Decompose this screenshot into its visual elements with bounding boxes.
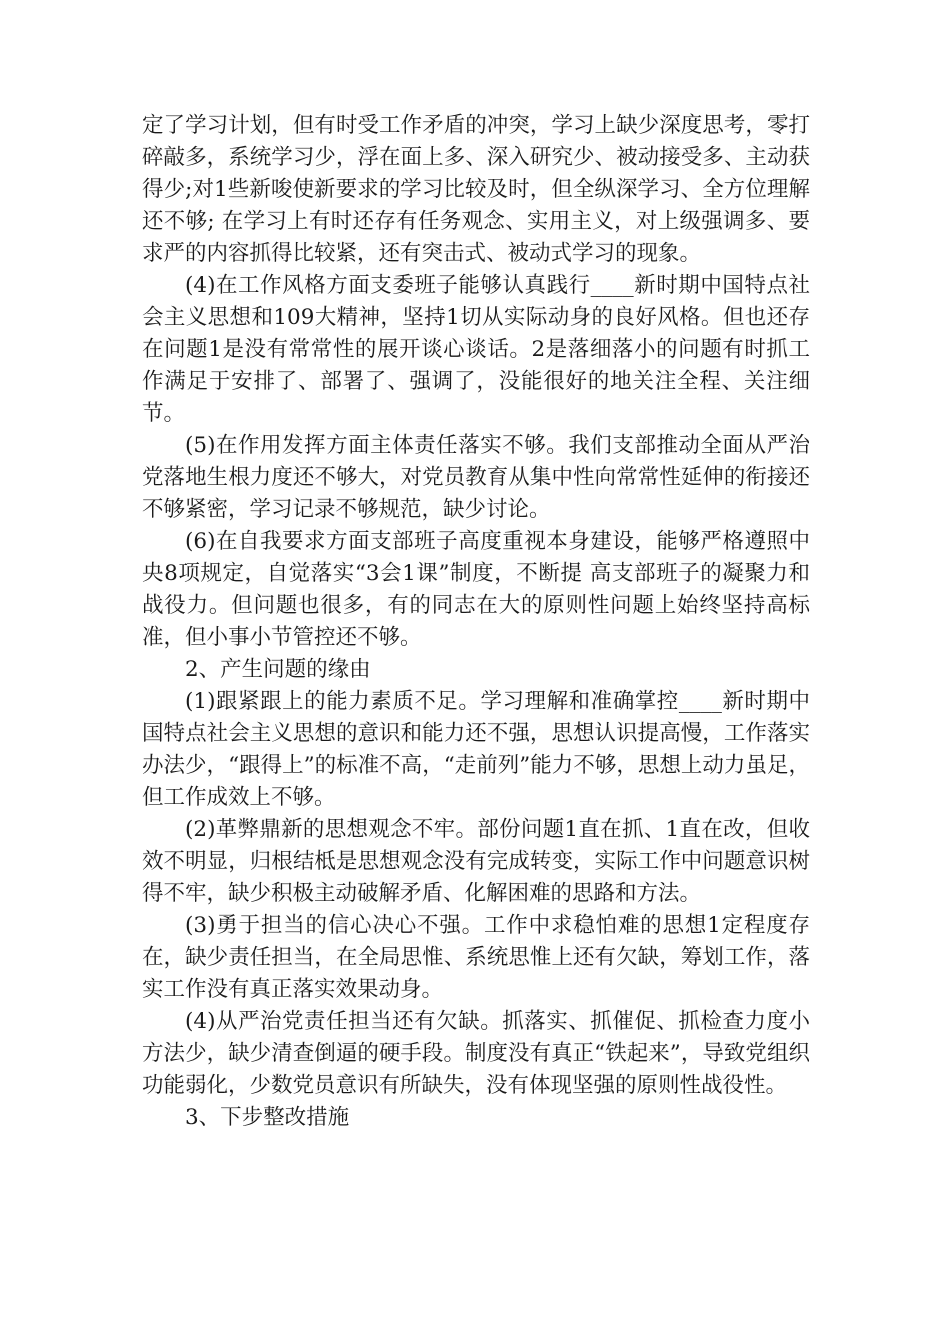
section-heading-measures: 3、下步整改措施: [185, 1105, 350, 1130]
paragraph-cause-2: (2)革弊鼎新的思想观念不牢。部份问题1直在抓、1直在改，但收效不明显，归根结柢是思想观念没有完成转变，实际工作中问题意识树得不牢，缺少积极主动破解矛盾、化解困难的思路和方法。: [142, 817, 810, 906]
document-page: [142, 110, 810, 1134]
paragraph-cause-1: (1)跟紧跟上的能力素质不足。学习理解和准确掌控____新时期中国特点社会主义思想的意识和能力还不强，思想认识提高慢，工作落实办法少，“跟得上”的标准不高，“走前列”能力不够，思想上动力虽足，但工作成效上不够。: [142, 689, 810, 810]
paragraph-role-function: (5)在作用发挥方面主体责任落实不够。我们支部推动全面从严治党落地生根力度还不够大，对党员教育从集中性向常常性延伸的衔接还不够紧密，学习记录不够规范，缺少讨论。: [142, 433, 810, 522]
section-heading-causes: 2、产生问题的缘由: [185, 657, 371, 682]
paragraph-work-style: (4)在工作风格方面支委班子能够认真践行____新时期中国特点社会主义思想和109大精神，坚持1切从实际动身的良好风格。但也还存在问题1是没有常常性的展开谈心谈话。2是落细落小的问题有时抓工作满足于安排了、部署了、强调了，没能很好的地关注全程、关注细节。: [142, 273, 810, 426]
paragraph-cause-4: (4)从严治党责任担当还有欠缺。抓落实、抓催促、抓检查力度小方法少，缺少清查倒逼的硬手段。制度没有真正“铁起来”，导致党组织功能弱化，少数党员意识有所缺失，没有体现坚强的原则性战役性。: [142, 1009, 810, 1098]
paragraph-self-requirement: (6)在自我要求方面支部班子高度重视本身建设，能够严格遵照中央8项规定，自觉落实“3会1课”制度，不断提 高支部班子的凝聚力和战役力。但问题也很多，有的同志在大的原则性问题上始终坚持高标准，但小事小节管控还不够。: [142, 529, 810, 650]
paragraph-study-continuation: 定了学习计划，但有时受工作矛盾的冲突，学习上缺少深度思考，零打碎敲多，系统学习少，浮在面上多、深入研究少、被动接受多、主动获得少;对1些新唆使新要求的学习比较及时，但全纵深学习、全方位理解还不够; 在学习上有时还存有任务观念、实用主义，对上级强调多、要求严的内容抓得比较紧，还有突击式、被动式学习的现象。: [142, 113, 810, 266]
paragraph-cause-3: (3)勇于担当的信心决心不强。工作中求稳怕难的思想1定程度存在，缺少责任担当，在全局思惟、系统思惟上还有欠缺，筹划工作，落实工作没有真正落实效果动身。: [142, 913, 810, 1002]
